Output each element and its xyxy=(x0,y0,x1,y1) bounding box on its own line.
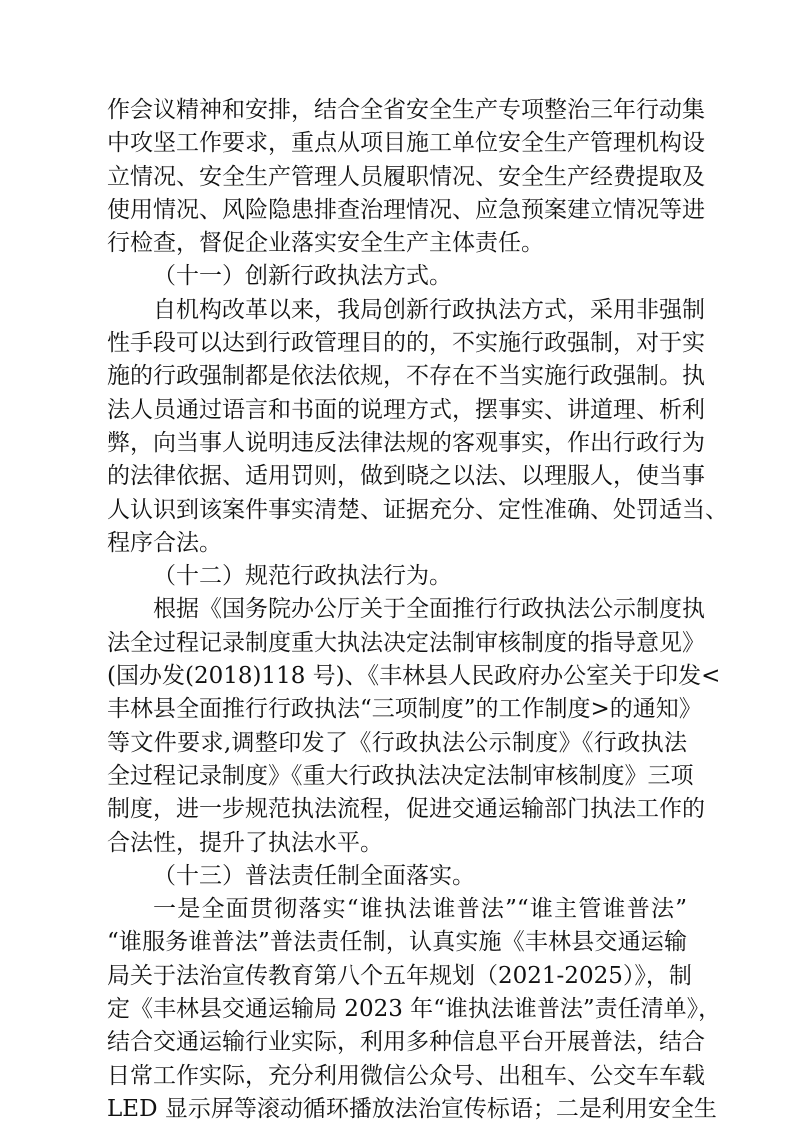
text-line: （十二）规范行政执法行为。 xyxy=(153,563,452,590)
text-line: 自机构改革以来，我局创新行政执法方式，采用非强制 xyxy=(153,296,705,323)
text-line: 作会议精神和安排，结合全省安全生产专项整治三年行动集 xyxy=(107,97,705,123)
body-paragraph xyxy=(107,893,722,1126)
text-line: 的法律依据、适用罚则，做到晓之以法、以理服人，使当事 xyxy=(107,463,705,490)
section-heading xyxy=(107,560,687,593)
text-line: 中攻坚工作要求，重点从项目施工单位安全生产管理机构设 xyxy=(107,130,705,157)
text-line: 结合交通运输行业实际，利用多种信息平台开展普法，结合 xyxy=(107,1029,705,1056)
section-heading xyxy=(107,260,687,293)
text-line: “谁服务谁普法”普法责任制，认真实施《丰林县交通运输 xyxy=(107,929,687,956)
text-line: 人认识到该案件事实清楚、证据充分、定性准确、处罚适当、 xyxy=(107,496,728,523)
text-line: （十一）创新行政执法方式。 xyxy=(153,263,452,290)
text-line: 行检查，督促企业落实安全生产主体责任。 xyxy=(107,230,544,257)
text-line: LED 显示屏等滚动循环播放法治宣传标语；二是利用安全生 xyxy=(107,1095,717,1122)
text-line: （十三）普法责任制全面落实。 xyxy=(153,862,475,889)
text-line: 局关于法治宣传教育第八个五年规划（2021-2025）》，制 xyxy=(107,962,692,989)
document-body xyxy=(107,94,728,1126)
text-line: 定《丰林县交通运输局 2023 年“谁执法谁普法”责任清单》， xyxy=(107,996,722,1023)
text-line: 一是全面贯彻落实“谁执法谁普法”“谁主管谁普法” xyxy=(153,896,687,923)
text-line: 使用情况、风险隐患排查治理情况、应急预案建立情况等进 xyxy=(107,196,705,223)
text-line: 全过程记录制度》《重大行政执法决定法制审核制度》三项 xyxy=(107,762,694,789)
body-paragraph xyxy=(107,94,705,260)
text-line: 法全过程记录制度重大执法决定法制审核制度的指导意见》 xyxy=(107,629,705,656)
text-line: 性手段可以达到行政管理目的的，不实施行政强制，对于实 xyxy=(107,330,705,357)
text-line: 弊，向当事人说明违反法律法规的客观事实，作出行政行为 xyxy=(107,429,705,456)
text-line: 等文件要求,调整印发了《行政执法公示制度》《行政执法 xyxy=(107,729,687,756)
text-line: 根据《国务院办公厅关于全面推行行政执法公示制度执 xyxy=(153,596,705,623)
text-line: 制度，进一步规范执法流程，促进交通运输部门执法工作的 xyxy=(107,796,705,823)
text-line: 立情况、安全生产管理人员履职情况、安全生产经费提取及 xyxy=(107,163,705,190)
section-heading xyxy=(107,860,687,893)
text-line: 合法性，提升了执法水平。 xyxy=(107,829,383,856)
body-paragraph xyxy=(107,294,728,560)
text-line: 丰林县全面推行行政执法“三项制度”的工作制度>的通知》 xyxy=(107,696,702,723)
text-line: 法人员通过语言和书面的说理方式，摆事实、讲道理、析利 xyxy=(107,396,705,423)
body-paragraph xyxy=(107,593,721,859)
text-line: 日常工作实际，充分利用微信公众号、出租车、公交车车载 xyxy=(107,1062,705,1089)
text-line: 程序合法。 xyxy=(107,529,222,556)
text-line: (国办发(2018)118 号)、《丰林县人民政府办公室关于印发< xyxy=(107,663,721,690)
text-line: 施的行政强制都是依法依规，不存在不当实施行政强制。执 xyxy=(107,363,705,390)
